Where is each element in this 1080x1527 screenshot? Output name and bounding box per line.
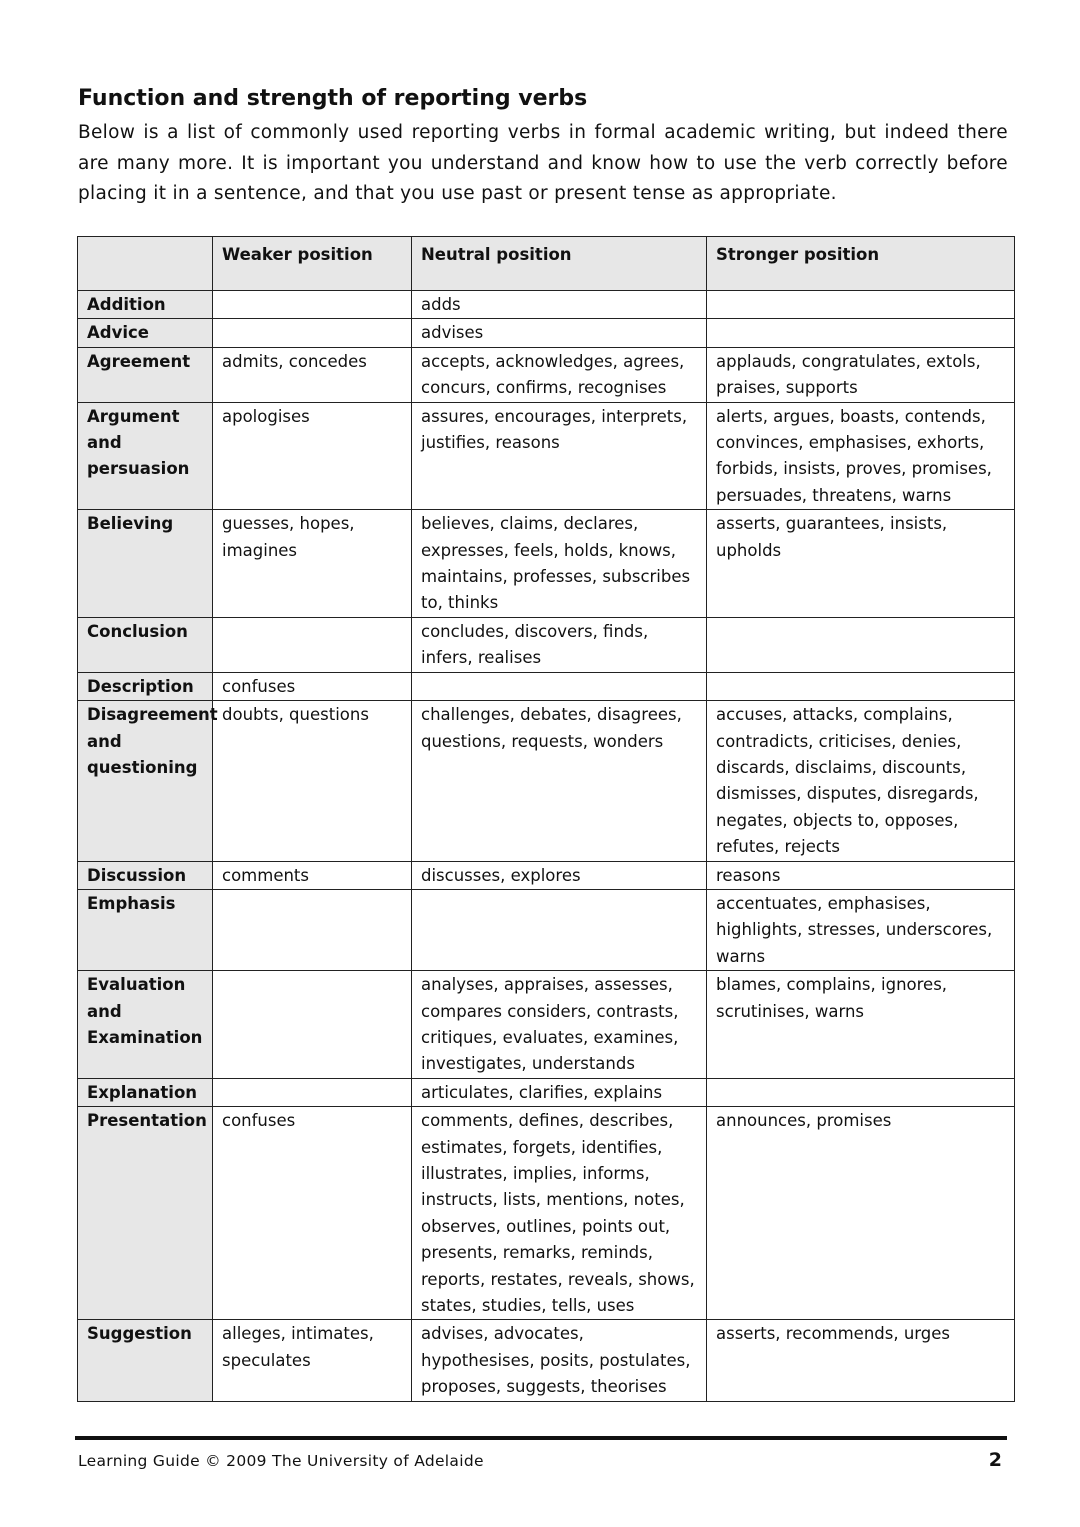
function-cell: Conclusion: [78, 617, 213, 672]
weaker-cell: alleges, intimates, speculates: [213, 1320, 412, 1401]
neutral-cell: discusses, explores: [412, 861, 707, 889]
neutral-cell: concludes, discovers, finds, infers, realises: [412, 617, 707, 672]
stronger-cell: accentuates, emphasises, highlights, stresses, underscores, warns: [707, 889, 1015, 970]
neutral-cell: comments, defines, describes, estimates, forgets, identifies, illustrates, implies, informs, instructs, lists, mentions, notes, observes, outlines, points out, presents, remarks, reminds, reports, restates, reveals, shows, states, studies, tells, uses: [412, 1107, 707, 1320]
weaker-cell: [213, 617, 412, 672]
stronger-cell: announces, promises: [707, 1107, 1015, 1320]
table-row: [78, 402, 1015, 510]
intro-paragraph: Below is a list of commonly used reporting verbs in formal academic writing, but indeed there are many more. It is important you understand and know how to use the verb correctly before placing it in a sentence, and that you use past or present tense as appropriate.: [78, 122, 1008, 204]
table-row: [78, 1107, 1015, 1320]
neutral-cell: adds: [412, 291, 707, 319]
weaker-cell: [213, 319, 412, 347]
function-cell: Addition: [78, 291, 213, 319]
function-cell: Advice: [78, 319, 213, 347]
footer-copyright: Learning Guide © 2009 The University of Adelaide: [78, 1452, 484, 1470]
function-cell: Description: [78, 672, 213, 700]
neutral-cell: accepts, acknowledges, agrees, concurs, confirms, recognises: [412, 347, 707, 402]
neutral-cell: articulates, clarifies, explains: [412, 1078, 707, 1106]
page-number: 2: [988, 1449, 1002, 1471]
neutral-cell: challenges, debates, disagrees, questions, requests, wonders: [412, 701, 707, 861]
table-row: [78, 672, 1015, 700]
stronger-cell: blames, complains, ignores, scrutinises, warns: [707, 971, 1015, 1079]
stronger-cell: alerts, argues, boasts, contends, convinces, emphasises, exhorts, forbids, insists, proves, promises, persuades, threatens, warns: [707, 402, 1015, 510]
function-cell: Argument and persuasion: [78, 402, 213, 510]
header-corner: [78, 237, 213, 291]
table-row: [78, 510, 1015, 618]
table-row: [78, 319, 1015, 347]
weaker-cell: confuses: [213, 672, 412, 700]
table-header-row: [78, 237, 1015, 291]
weaker-cell: confuses: [213, 1107, 412, 1320]
table-row: [78, 971, 1015, 1079]
page-title: Function and strength of reporting verbs: [78, 86, 588, 111]
table-row: [78, 291, 1015, 319]
stronger-cell: reasons: [707, 861, 1015, 889]
neutral-cell: advises: [412, 319, 707, 347]
stronger-cell: [707, 291, 1015, 319]
neutral-cell: advises, advocates, hypothesises, posits, postulates, proposes, suggests, theorises: [412, 1320, 707, 1401]
weaker-cell: [213, 889, 412, 970]
weaker-cell: admits, concedes: [213, 347, 412, 402]
function-cell: Agreement: [78, 347, 213, 402]
reporting-verbs-table: [77, 236, 1015, 1402]
function-cell: Explanation: [78, 1078, 213, 1106]
stronger-cell: applauds, congratulates, extols, praises, supports: [707, 347, 1015, 402]
stronger-cell: [707, 617, 1015, 672]
weaker-cell: [213, 971, 412, 1079]
table-row: [78, 347, 1015, 402]
stronger-cell: asserts, recommends, urges: [707, 1320, 1015, 1401]
header-neutral: Neutral position: [412, 237, 707, 291]
table-row: [78, 1320, 1015, 1401]
stronger-cell: [707, 1078, 1015, 1106]
neutral-cell: assures, encourages, interprets, justifies, reasons: [412, 402, 707, 510]
weaker-cell: apologises: [213, 402, 412, 510]
function-cell: Disagreement and questioning: [78, 701, 213, 861]
footer-rule: [75, 1436, 1007, 1440]
table-row: [78, 861, 1015, 889]
neutral-cell: [412, 889, 707, 970]
header-stronger: Stronger position: [707, 237, 1015, 291]
function-cell: Discussion: [78, 861, 213, 889]
table-row: [78, 889, 1015, 970]
stronger-cell: asserts, guarantees, insists, upholds: [707, 510, 1015, 618]
function-cell: Evaluation and Examination: [78, 971, 213, 1079]
stronger-cell: [707, 319, 1015, 347]
table-row: [78, 701, 1015, 861]
weaker-cell: [213, 291, 412, 319]
weaker-cell: [213, 1078, 412, 1106]
stronger-cell: [707, 672, 1015, 700]
neutral-cell: believes, claims, declares, expresses, feels, holds, knows, maintains, professes, subscribes to, thinks: [412, 510, 707, 618]
neutral-cell: analyses, appraises, assesses, compares considers, contrasts, critiques, evaluates, examines, investigates, understands: [412, 971, 707, 1079]
header-weaker: Weaker position: [213, 237, 412, 291]
function-cell: Believing: [78, 510, 213, 618]
weaker-cell: doubts, questions: [213, 701, 412, 861]
weaker-cell: comments: [213, 861, 412, 889]
stronger-cell: accuses, attacks, complains, contradicts, criticises, denies, discards, disclaims, discounts, dismisses, disputes, disregards, negates, objects to, opposes, refutes, rejects: [707, 701, 1015, 861]
function-cell: Presentation: [78, 1107, 213, 1320]
weaker-cell: guesses, hopes, imagines: [213, 510, 412, 618]
table-row: [78, 1078, 1015, 1106]
neutral-cell: [412, 672, 707, 700]
function-cell: Emphasis: [78, 889, 213, 970]
table-row: [78, 617, 1015, 672]
function-cell: Suggestion: [78, 1320, 213, 1401]
